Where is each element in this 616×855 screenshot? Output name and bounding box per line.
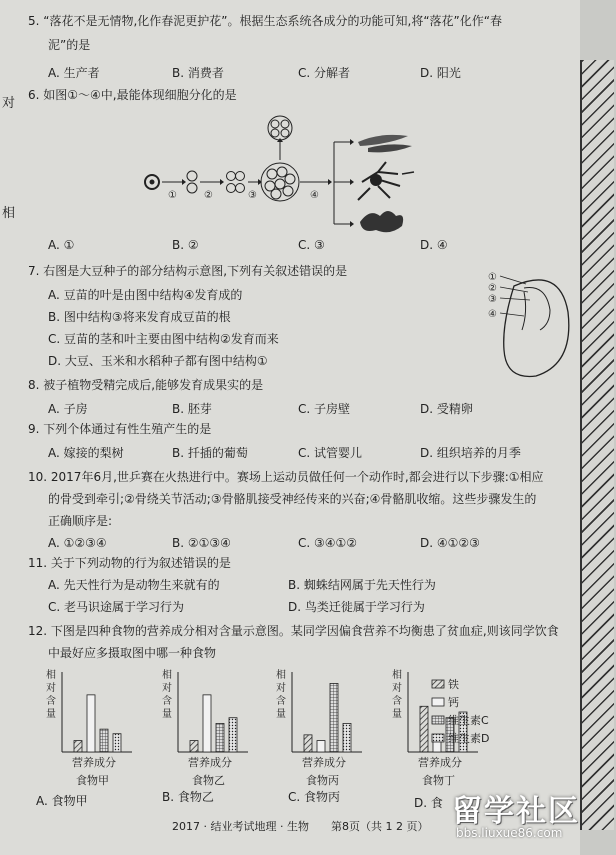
- page-footer: 2017 · 结业考试地理 · 生物 第8页（共 1 2 页）: [172, 820, 429, 833]
- q6-option-b: B. ②: [172, 238, 199, 252]
- soybean-seed-diagram: [484, 264, 578, 382]
- q6-option-d: D. ④: [420, 238, 448, 252]
- x-axis-label: 营养成分: [302, 756, 346, 769]
- bar-维生素C: [330, 683, 338, 752]
- y-axis-label: 量: [276, 709, 286, 720]
- chart-title: 食物丁: [422, 774, 455, 787]
- seed-label-4: ④: [488, 309, 497, 320]
- q12-option-b: B. 食物乙: [162, 790, 214, 804]
- q11-option-c: C. 老马识途属于学习行为: [48, 600, 185, 614]
- q5-option-d: D. 阳光: [420, 66, 461, 80]
- q6-step-4: ④: [310, 190, 319, 201]
- q7-option-c: C. 豆苗的茎和叶主要由图中结构②发育而来: [48, 332, 279, 346]
- bar-铁: [304, 735, 312, 752]
- chart-3: [276, 668, 362, 787]
- q8-stem: 8. 被子植物受精完成后,能够发育成果实的是: [28, 378, 264, 392]
- q8-option-b: B. 胚芽: [172, 402, 212, 416]
- q9-stem: 9. 下列个体通过有性生殖产生的是: [28, 422, 212, 436]
- y-axis-label: 对: [392, 683, 402, 694]
- seed-label-3: ③: [488, 294, 497, 305]
- q12-option-c: C. 食物丙: [288, 790, 341, 804]
- q10-option-a: A. ①②③④: [48, 536, 107, 550]
- q10-stem-3: 正确顺序是:: [48, 514, 113, 528]
- q6-stem: 6. 如图①～④中,最能体现细胞分化的是: [28, 88, 237, 102]
- y-axis-label: 相: [162, 670, 172, 681]
- cell-division-diagram: [140, 112, 430, 240]
- q8-option-c: C. 子房壁: [298, 402, 351, 416]
- q11-option-b: B. 蜘蛛结网属于先天性行为: [288, 578, 436, 592]
- seed-label-1: ①: [488, 272, 497, 283]
- side-label-top: 对: [2, 96, 16, 111]
- bar-维生素C: [100, 729, 108, 752]
- bar-铁: [190, 741, 198, 752]
- q11-option-d: D. 鸟类迁徙属于学习行为: [288, 600, 425, 614]
- q10-option-d: D. ④①②③: [420, 536, 480, 550]
- chart-title: 食物乙: [192, 774, 225, 787]
- chart-title: 食物丙: [306, 774, 339, 787]
- q12-stem: 12. 下图是四种食物的营养成分相对含量示意图。某同学因偏食营养不均衡患了贫血症,则该同学饮食: [28, 624, 559, 638]
- y-axis-label: 相: [46, 670, 56, 681]
- y-axis-label: 量: [46, 709, 56, 720]
- q5-option-a: A. 生产者: [48, 66, 100, 80]
- q9-option-b: B. 扦插的葡萄: [172, 446, 248, 460]
- legend-iron: 铁: [448, 678, 459, 691]
- chart-1: [46, 668, 132, 787]
- y-axis-label: 对: [46, 683, 56, 694]
- y-axis-label: 量: [392, 709, 402, 720]
- q12-stem-2: 中最好应多摄取图中哪一种食物: [48, 646, 217, 660]
- bar-铁: [420, 706, 428, 752]
- q10-option-b: B. ②①③④: [172, 536, 231, 550]
- q11-option-a: A. 先天性行为是动物生来就有的: [48, 578, 220, 592]
- x-axis-label: 营养成分: [418, 756, 462, 769]
- q5-option-c: C. 分解者: [298, 66, 351, 80]
- y-axis-label: 含: [162, 696, 172, 707]
- legend-swatch-维生素D: [432, 734, 444, 742]
- q9-option-d: D. 组织培养的月季: [420, 446, 521, 460]
- y-axis-label: 对: [276, 683, 286, 694]
- q6-option-a: A. ①: [48, 238, 75, 252]
- q5-stem-2: 泥”的是: [48, 38, 91, 52]
- legend-vitamin-c: 维生素C: [448, 714, 489, 727]
- q7-option-b: B. 图中结构③将来发育成豆苗的根: [48, 310, 231, 324]
- y-axis-label: 含: [276, 696, 286, 707]
- bar-铁: [74, 741, 82, 752]
- q7-stem: 7. 右图是大豆种子的部分结构示意图,下列有关叙述错误的是: [28, 264, 348, 278]
- q9-option-a: A. 嫁接的梨树: [48, 446, 124, 460]
- bar-钙: [87, 695, 95, 752]
- x-axis-label: 营养成分: [188, 756, 232, 769]
- q6-option-c: C. ③: [298, 238, 325, 252]
- y-axis-label: 含: [392, 696, 402, 707]
- y-axis-label: 含: [46, 696, 56, 707]
- legend-vitamin-d: 维生素D: [448, 732, 490, 745]
- bar-维生素D: [229, 718, 237, 752]
- q7-option-a: A. 豆苗的叶是由图中结构④发育成的: [48, 288, 243, 302]
- q9-option-c: C. 试管婴儿: [298, 446, 363, 460]
- legend-swatch-维生素C: [432, 716, 444, 724]
- chart-2: [162, 668, 248, 787]
- q10-option-c: C. ③④①②: [298, 536, 358, 550]
- bar-钙: [317, 741, 325, 752]
- y-axis-label: 量: [162, 709, 172, 720]
- bar-维生素D: [113, 734, 121, 752]
- y-axis-label: 相: [276, 670, 286, 681]
- side-label-bottom: 相: [2, 206, 16, 221]
- q6-step-2: ②: [204, 190, 213, 201]
- x-axis-label: 营养成分: [72, 756, 116, 769]
- q6-step-1: ①: [168, 190, 177, 201]
- q7-option-d: D. 大豆、玉米和水稻种子都有图中结构①: [48, 354, 268, 368]
- watermark-logo-title: 留学社区: [452, 794, 580, 829]
- legend-calcium: 钙: [448, 696, 459, 709]
- watermark-url: bbs.liuxue86.com: [456, 826, 563, 840]
- y-axis-label: 对: [162, 683, 172, 694]
- q10-stem-2: 的骨受到牵引;②骨绕关节活动;③骨骼肌接受神经传来的兴奋;④骨骼肌收缩。这些步骤发生的: [48, 492, 537, 506]
- y-axis-label: 相: [392, 670, 402, 681]
- q8-option-a: A. 子房: [48, 402, 88, 416]
- chart-title: 食物甲: [76, 774, 109, 787]
- seed-label-2: ②: [488, 283, 497, 294]
- q8-option-d: D. 受精卵: [420, 402, 473, 416]
- bar-钙: [203, 695, 211, 752]
- q6-step-3: ③: [248, 190, 257, 201]
- q10-stem: 10. 2017年6月,世乒赛在火热进行中。赛场上运动员做任何一个动作时,都会进行以下步骤:①相应: [28, 470, 544, 484]
- q12-option-a: A. 食物甲: [36, 794, 88, 808]
- bar-维生素C: [216, 723, 224, 752]
- q11-stem: 11. 关于下列动物的行为叙述错误的是: [28, 556, 231, 570]
- q5-stem: 5. “落花不是无情物,化作春泥更护花”。根据生态系统各成分的功能可知,将“落花”化作“春: [28, 14, 502, 28]
- legend-swatch-铁: [432, 680, 444, 688]
- bar-维生素D: [343, 723, 351, 752]
- binding-margin-hatch: [580, 60, 614, 830]
- q12-option-d: D. 食: [414, 796, 443, 810]
- legend-swatch-钙: [432, 698, 444, 706]
- q5-option-b: B. 消费者: [172, 66, 224, 80]
